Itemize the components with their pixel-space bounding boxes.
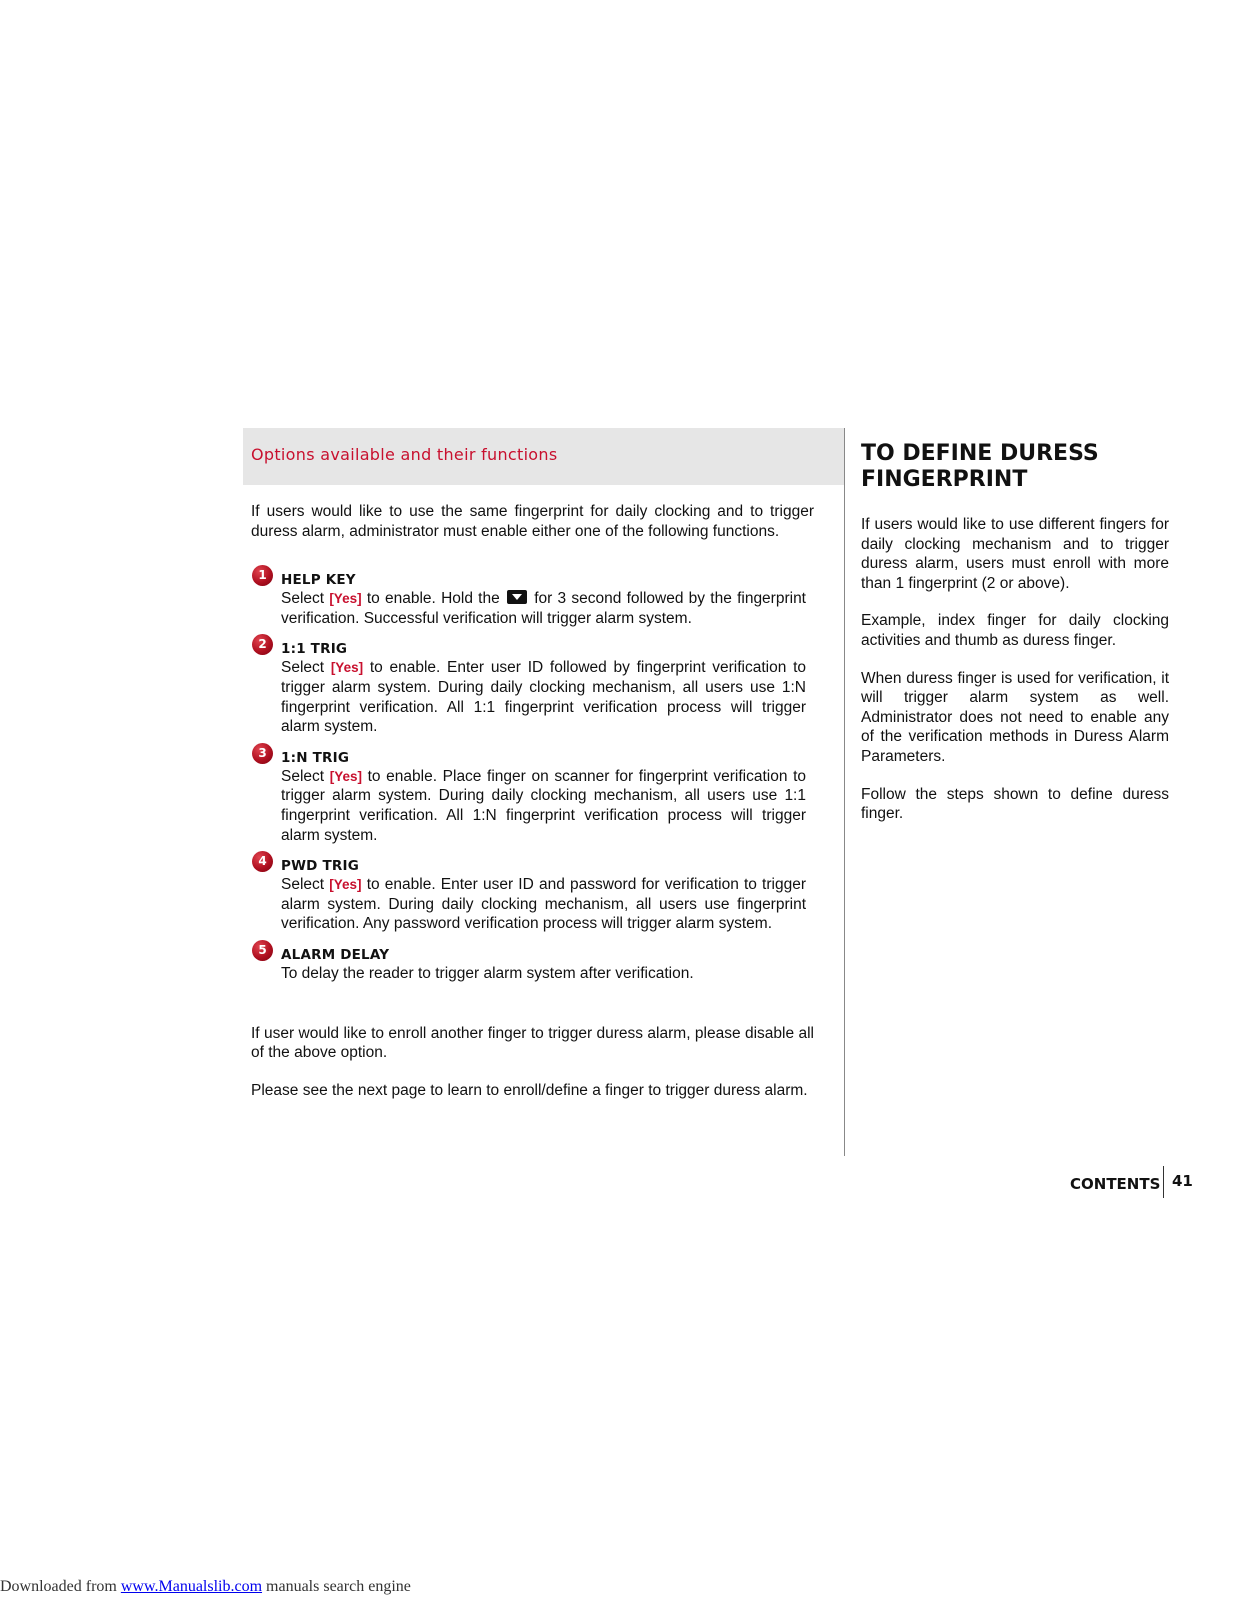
right-heading bbox=[861, 441, 1169, 493]
yes-value: [Yes] bbox=[329, 591, 362, 607]
option-title: PWD TRIG bbox=[281, 858, 359, 875]
right-heading-line2: FINGERPRINT bbox=[861, 467, 1028, 492]
option-pwd-trig bbox=[243, 854, 845, 934]
page-number: 41 bbox=[1172, 1172, 1193, 1190]
yes-value: [Yes] bbox=[330, 660, 364, 676]
option-number-badge: 1 bbox=[252, 565, 273, 586]
left-column bbox=[243, 428, 845, 1100]
option-title: 1:1 TRIG bbox=[281, 641, 348, 658]
option-number-badge: 3 bbox=[252, 743, 273, 764]
section-header: Options available and their functions bbox=[243, 428, 845, 485]
right-paragraph: Example, index finger for daily clocking activities and thumb as duress finger. bbox=[861, 612, 1169, 649]
option-number-badge: 5 bbox=[252, 940, 273, 961]
option-title: ALARM DELAY bbox=[281, 946, 390, 963]
options-list bbox=[243, 568, 845, 983]
option-body: Select [Yes] to enable. Enter user ID followed by fingerprint verification to trigger alarm system. During daily clocking mechanism, all users use 1:N fingerprint verification. All 1:1 fingerprint verification process will trigger alarm system. bbox=[281, 659, 806, 736]
option-body: Select [Yes] to enable. Hold the for 3 second followed by the fingerprint verification. Successful verification will trigger alarm system. bbox=[281, 590, 806, 627]
column-divider bbox=[844, 428, 845, 1156]
right-heading-line1: TO DEFINE DURESS bbox=[861, 441, 1099, 466]
right-paragraph: If users would like to use different fingers for daily clocking mechanism and to trigger duress alarm, users must enroll with more than 1 fingerprint (2 or above). bbox=[861, 516, 1169, 592]
intro-paragraph: If users would like to use the same fingerprint for daily clocking and to trigger duress alarm, administrator must enable either one of the following functions. bbox=[251, 503, 814, 540]
download-footer: Downloaded from www.Manualslib.com manuals search engine bbox=[0, 1578, 411, 1595]
option-number-badge: 2 bbox=[252, 634, 273, 655]
option-1-n-trig bbox=[243, 745, 845, 845]
yes-value: [Yes] bbox=[329, 768, 362, 784]
option-number-badge: 4 bbox=[252, 851, 273, 872]
option-body: Select [Yes] to enable. Place finger on scanner for fingerprint verification to trigger alarm system. During daily clocking mechanism, all users use 1:1 fingerprint verification. All 1:N fingerprint verification process will trigger alarm system. bbox=[281, 767, 806, 844]
next-page-note: Please see the next page to learn to enroll/define a finger to trigger duress alarm. bbox=[251, 1081, 808, 1099]
contents-link[interactable]: CONTENTS bbox=[1070, 1175, 1161, 1193]
option-title: HELP KEY bbox=[281, 572, 356, 589]
option-body: Select [Yes] to enable. Enter user ID and password for verification to trigger alarm system. During daily clocking mechanism, all users use fingerprint verification. Any password verification process will trigger alarm system. bbox=[281, 876, 806, 933]
down-arrow-key-icon bbox=[507, 590, 527, 604]
option-alarm-delay bbox=[243, 942, 845, 984]
outro-paragraph: If user would like to enroll another finger to trigger duress alarm, please disable all of the above option. bbox=[251, 1024, 814, 1062]
option-help-key bbox=[243, 568, 845, 628]
option-body: To delay the reader to trigger alarm system after verification. bbox=[281, 964, 694, 982]
right-paragraph: Follow the steps shown to define duress finger. bbox=[861, 785, 1169, 823]
footer-separator bbox=[1163, 1166, 1164, 1198]
manualslib-link[interactable]: www.Manualslib.com bbox=[120, 1578, 263, 1595]
right-paragraph: When duress finger is used for verification, it will trigger alarm system as well. Administrator does not need to enable any of the verification methods in Duress Alarm Parameters. bbox=[861, 669, 1169, 765]
yes-value: [Yes] bbox=[329, 877, 362, 893]
option-title: 1:N TRIG bbox=[281, 749, 350, 766]
option-1-1-trig bbox=[243, 637, 845, 736]
right-column bbox=[861, 441, 1169, 824]
